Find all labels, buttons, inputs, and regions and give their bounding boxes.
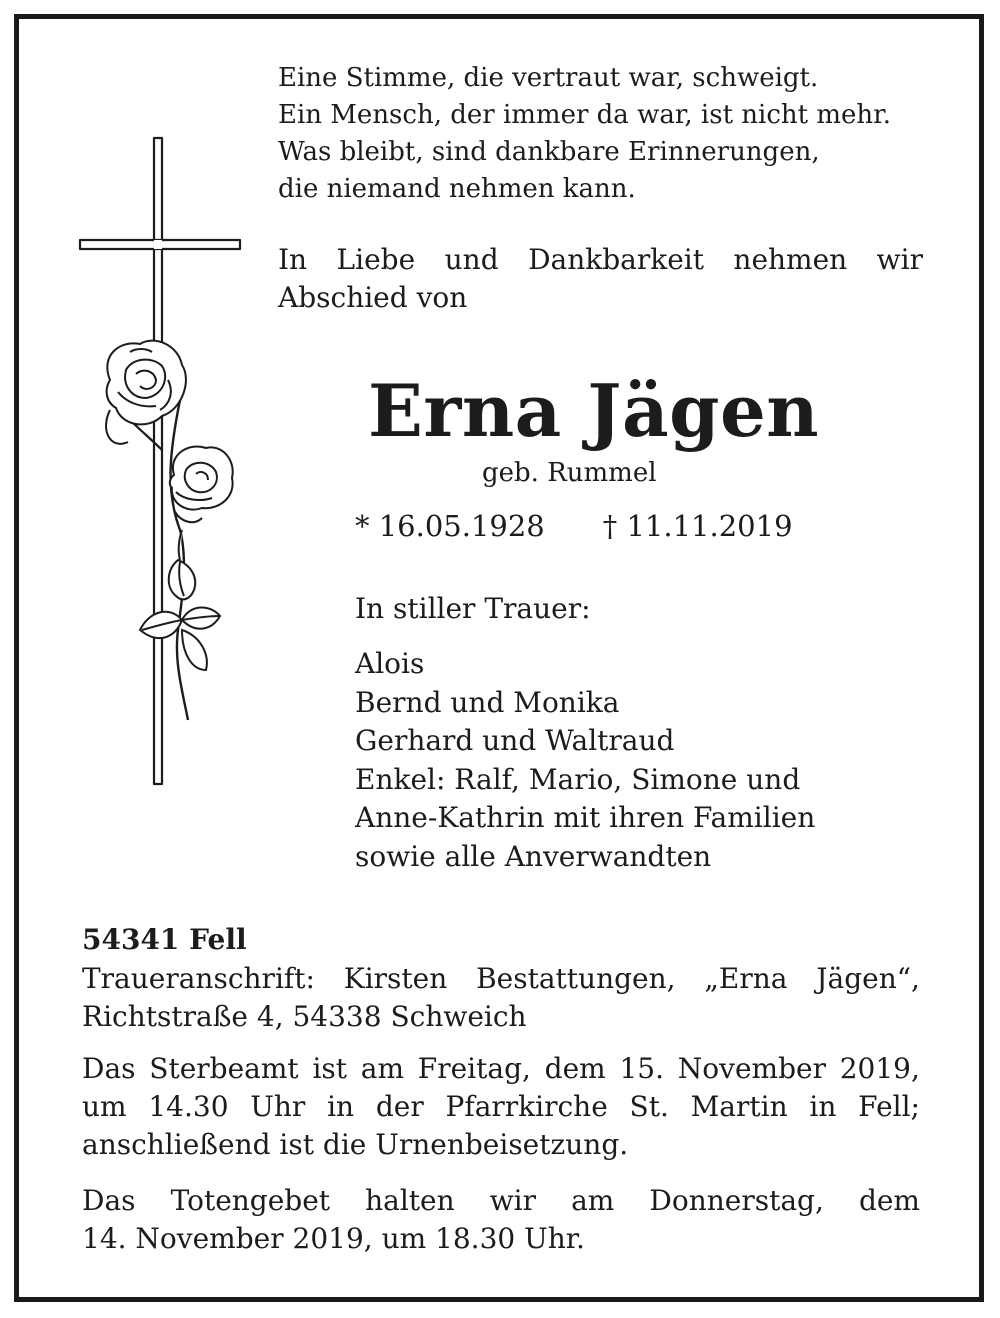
mourning-heading: In stiller Trauer: xyxy=(355,592,591,625)
service-line-2: um 14.30 Uhr in der Pfarrkirche St. Martin in Fell; xyxy=(82,1090,920,1123)
service-line-3: anschließend ist die Urnenbeisetzung. xyxy=(82,1128,629,1161)
poem-line: Was bleibt, sind dankbare Erinnerungen, xyxy=(278,137,820,167)
life-dates xyxy=(355,507,793,545)
location-heading: 54341 Fell xyxy=(82,923,247,956)
birth-name: geb. Rummel xyxy=(482,458,657,488)
list-item: Enkel: Ralf, Mario, Simone und xyxy=(355,762,801,796)
intro-line-2: Abschied von xyxy=(278,281,468,314)
list-item: sowie alle Anverwandten xyxy=(355,839,712,873)
funeral-service-text xyxy=(82,1050,920,1164)
poem-line: Eine Stimme, die vertraut war, schweigt. xyxy=(278,63,819,93)
list-item: Bernd und Monika xyxy=(355,685,620,719)
list-item: Gerhard und Waltraud xyxy=(355,724,675,757)
list-item: Alois xyxy=(355,647,425,680)
prayer-line-1: Das Totengebet halten wir am Donnerstag, dem xyxy=(82,1184,920,1217)
address-line-1: Traueranschrift: Kirsten Bestattungen, „Erna Jägen“, xyxy=(82,962,920,995)
poem xyxy=(278,60,891,208)
death-date: † 11.11.2019 xyxy=(602,509,793,543)
service-line-1: Das Sterbeamt ist am Freitag, dem 15. November 2019, xyxy=(82,1052,920,1085)
poem-line: die niemand nehmen kann. xyxy=(278,174,636,204)
list-item: Anne-Kathrin mit ihren Familien xyxy=(355,801,816,834)
mourners-list xyxy=(355,645,815,876)
cross-with-roses-icon xyxy=(70,130,250,800)
address-line-2: Richtstraße 4, 54338 Schweich xyxy=(82,1000,527,1033)
poem-line: Ein Mensch, der immer da war, ist nicht mehr. xyxy=(278,100,892,130)
deceased-name: Erna Jägen xyxy=(368,368,820,453)
intro-text xyxy=(278,241,923,317)
prayer-text xyxy=(82,1182,920,1258)
birth-date: * 16.05.1928 xyxy=(355,509,545,543)
intro-line-1: In Liebe und Dankbarkeit nehmen wir xyxy=(278,243,923,276)
mourning-address xyxy=(82,960,920,1036)
prayer-line-2: 14. November 2019, um 18.30 Uhr. xyxy=(82,1222,585,1255)
